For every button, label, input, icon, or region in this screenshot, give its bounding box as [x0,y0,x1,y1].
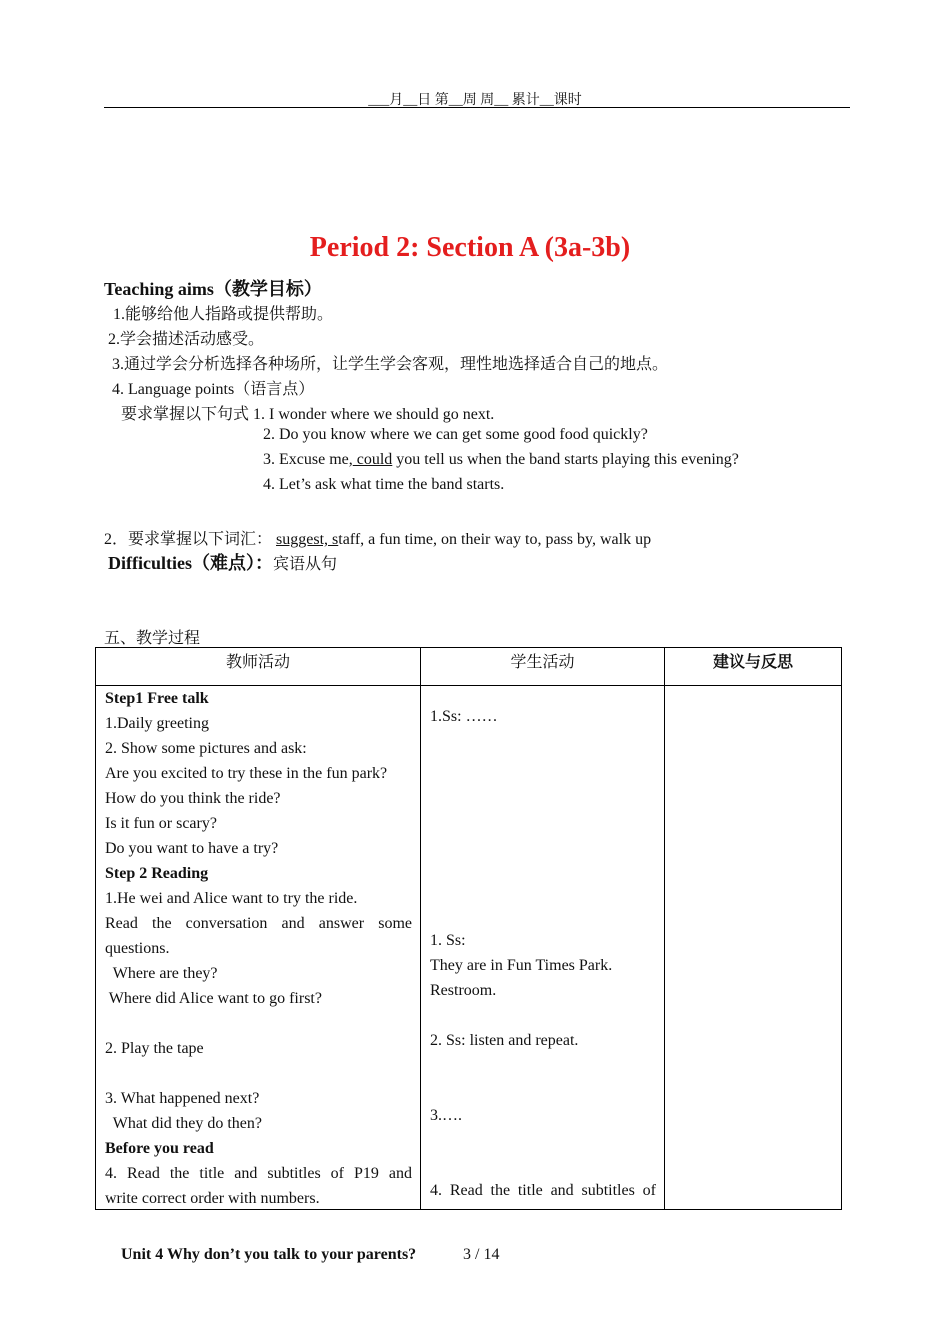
teacher-line: 2. Play the tape [105,1040,204,1057]
vocab-line [104,526,651,549]
sentence-3 [263,451,739,469]
teacher-line: Where are they? [105,965,218,982]
student-line: 3.…. [430,1107,462,1124]
teacher-line: Read the conversation and answer some [105,915,412,932]
page-title: Period 2: Section A (3a-3b) [309,232,631,263]
student-line: 1.Ss: …… [430,708,498,725]
teacher-line: 1.Daily greeting [105,715,209,732]
aim-item-1: 1.能够给他人指路或提供帮助。 [113,306,334,323]
student-line: They are in Fun Times Park. [430,957,613,974]
aim-item-3: 3.通过学会分析选择各种场所，让学生学会客观，理性地选择适合自己的地点。 [112,356,669,373]
student-activity-cell [422,687,663,1208]
page-number: 3 / 14 [463,1246,500,1263]
sentence-2: 2. Do you know where we can get some good food quickly? [263,426,648,443]
teacher-line: write correct order with numbers. [105,1190,320,1207]
teacher-line: Are you excited to try these in the fun park? [105,765,388,782]
teacher-line: 4. Read the title and subtitles of P19 and [105,1165,412,1182]
teacher-line: Before you read [105,1140,214,1157]
difficulties-value: 宾语从句 [272,556,337,573]
language-points: 4. Language points（语言点） [112,381,315,398]
teacher-line: Do you want to have a try? [105,840,279,857]
difficulties-line [108,549,337,575]
sentence-3-part-b: could [352,451,393,468]
vocab-part-a: suggest, s [276,531,339,548]
header-rule [104,107,850,108]
aim-item-2: 2.学会描述活动感受。 [108,331,265,348]
student-line: Restroom. [430,982,497,999]
student-line: 4. Read the title and subtitles of [430,1182,656,1199]
footer-unit-title: Unit 4 Why don’t you talk to your parents? [121,1246,417,1263]
teacher-line: What did they do then? [105,1115,262,1132]
header-date-line: ___月__日 第__周 周__ 累计__课时 [368,93,582,108]
teacher-line: Is it fun or scary? [105,815,217,832]
header-suggestions: 建议与反思 [665,648,842,686]
sentences-line-1 [121,401,494,424]
table-row [96,686,842,1210]
process-heading: 五、教学过程 [104,630,201,647]
header-student-activity: 学生活动 [421,648,665,686]
lesson-plan-table [95,647,842,1210]
teacher-line: Step 2 Reading [105,865,209,882]
table-header-row [96,648,842,686]
teacher-activity-cell [97,687,419,1208]
teacher-line: 1.He wei and Alice want to try the ride. [105,890,358,907]
teacher-line: 2. Show some pictures and ask: [105,740,307,757]
sentence-3-part-c: you tell us when the band starts playing this evening? [392,451,739,468]
difficulties-heading: Difficulties（难点）： [108,553,273,573]
suggestions-cell [666,687,840,1208]
sentences-intro: 要求掌握以下句式 [121,406,250,423]
teacher-line: How do you think the ride? [105,790,281,807]
vocab-part-b: taff, a fun time, on their way to, pass by, walk up [338,531,652,548]
sentence-3-part-a: 3. Excuse me, [263,451,353,468]
header-teacher-activity: 教师活动 [96,648,421,686]
aims-heading-cn: （教学目标） [213,279,322,299]
teacher-line: 3. What happened next? [105,1090,260,1107]
teacher-line: Step1 Free talk [105,690,209,707]
aims-heading-en: Teaching aims [104,279,214,299]
sentence-4: 4. Let’s ask what time the band starts. [263,476,505,493]
student-line: 2. Ss: listen and repeat. [430,1032,579,1049]
vocab-intro: 2．要求掌握以下词汇： [104,531,273,548]
teacher-line: questions. [105,940,170,957]
teacher-line: Where did Alice want to go first? [105,990,322,1007]
student-line: 1. Ss: [430,932,466,949]
aims-heading [104,275,322,301]
sentence-1: 1. I wonder where we should go next. [253,406,495,423]
